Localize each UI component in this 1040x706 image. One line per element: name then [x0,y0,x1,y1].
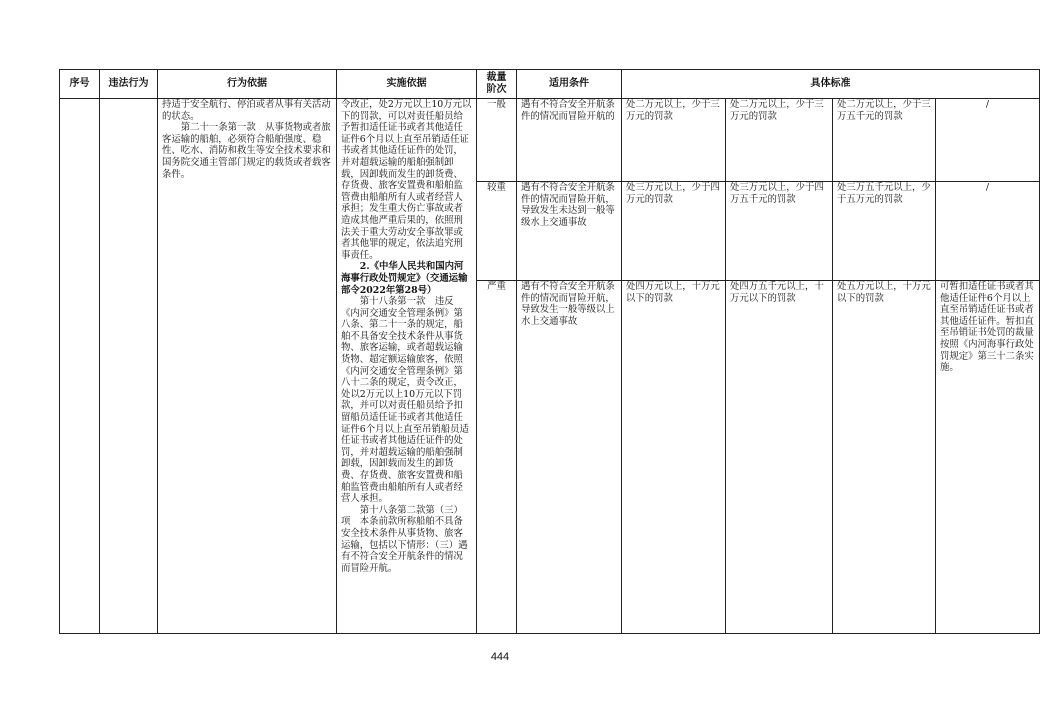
standard-cell: 处三万元以上，少于四万元的罚款 [622,182,726,281]
header-violation: 违法行为 [100,70,158,99]
level-cell: 严重 [477,281,517,634]
seq-cell [60,99,100,634]
standard-cell: 处二万元以上，少于三万元的罚款 [726,99,833,182]
implementation-basis-cell [337,99,477,634]
header-level [477,70,517,99]
level-cell: 较重 [477,182,517,281]
header-seq: 序号 [60,70,100,99]
standard-cell: / [936,182,1040,281]
standard-cell: 处四万五千元以上，十万元以下的罚款 [726,281,833,634]
standard-cell: 处四万元以上，十万元以下的罚款 [622,281,726,634]
standard-cell: 处五万元以上，十万元以下的罚款 [833,281,936,634]
header-condition: 适用条件 [517,70,622,99]
header-basis: 行为依据 [158,70,337,99]
condition-cell: 遇有不符合安全开航条件的情况而冒险开航的 [517,99,622,182]
header-row [60,70,1040,99]
standard-cell: 处三万元以上，少于四万五千元的罚款 [726,182,833,281]
violation-cell [100,99,158,634]
standard-cell: 处三万五千元以上，少于五万元的罚款 [833,182,936,281]
behavior-basis-text: 第二十一条第一款 从事货物或者旅客运输的船舶，必须符合船舶强度、稳性、吃水、消防和救生等安全技术要求和国务院交通主管部门规定的载货或者载客条件。 [162,122,331,180]
table-row-general [60,99,1040,182]
implementation-basis-text: 第十八条第二款第（三）项 本条前款所称船舶不具备安全技术条件从事货物、旅客运输，包括以下情形：（三）遇有不符合安全开航条件的情况而冒险开航。 [341,504,468,574]
implementation-basis-text: 令改正，处2万元以上10万元以下的罚款，可以对责任船员给予暂扣适任证书或者其他适任证件6个月以上直至吊销适任证书或者其他适任证件的处罚，并对超载运输的船舶强制卸载，因卸载而发生的卸货费、存货费、旅客安置费和船舶监管费由船舶所有人或者经营人承担；发生重大伤亡事故或者造成其他严重后果的，依照刑法关于重大劳动安全事故罪或者其他罪的规定，依法追究刑事责任。 [341,99,472,261]
header-level-line2: 阶次 [486,84,507,95]
page-number: 444 [490,651,510,663]
level-cell: 一般 [477,99,517,182]
condition-cell: 遇有不符合安全开航条件的情况而冒险开航，导致发生一般等级以上水上交通事故 [517,281,622,634]
behavior-basis-text: 持适于安全航行、停泊或者从事有关活动的状态。 [162,99,331,122]
standard-cell: 处二万元以上，少于三万元的罚款 [622,99,726,182]
header-standard: 具体标准 [622,70,1040,99]
penalty-standard-table [59,69,1040,634]
header-level-line1: 裁量 [486,72,507,84]
standard-note-cell: 可暂扣适任证书或者其他适任证件6个月以上直至吊销适任证书或者其他适任证件。暂扣直至吊销证书处罚的裁量按照《内河海事行政处罚规定》第三十二条实施。 [936,281,1040,634]
standard-cell: 处二万元以上，少于三万五千元的罚款 [833,99,936,182]
condition-cell: 遇有不符合安全开航条件的情况而冒险开航，导致发生未达到一般等级水上交通事故 [517,182,622,281]
regulation-title: 2.《中华人民共和国内河海事行政处罚规定》（交通运输部令2022年第28号） [341,261,468,296]
implementation-basis-text: 第十八条第一款 违反《内河交通安全管理条例》第八条、第二十一条的规定，船舶不具备安全技术条件从事货物、旅客运输，或者超载运输货物、超定额运输旅客，依照《内河交通安全管理条例》第八十二条的规定，责令改正，处以2万元以上10万元以下罚款，并可以对责任船员给予扣留船员适任证书或者其他适任证件6个月以上直至吊销船员适任证书或者其他适任证件的处罚，并对超载运输的船舶强制卸载，因卸载而发生的卸货费、存货费、旅客安置费和船舶监管费由船舶所有人或者经营人承担。 [341,296,469,505]
behavior-basis-cell [158,99,337,634]
standard-cell: / [936,99,1040,182]
header-implementation: 实施依据 [337,70,477,99]
